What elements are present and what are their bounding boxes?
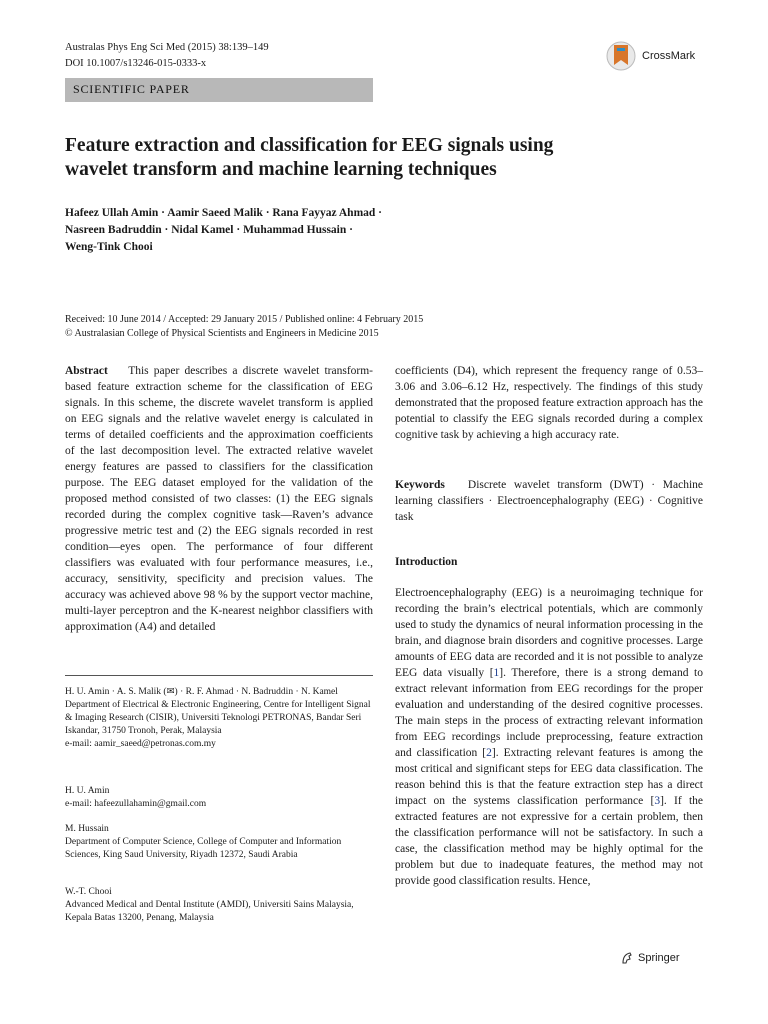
affiliation-address: Department of Computer Science, College of Computer and Information Sciences, King Saud University, Riyadh 12372, Saudi Arabia — [65, 837, 342, 860]
authors-line-3: Weng-Tink Chooi — [65, 241, 153, 253]
affiliation-names: W.-T. Chooi — [65, 887, 112, 897]
abstract-heading: Abstract — [65, 365, 108, 377]
intro-text-4: ]. If the extracted features are not expressive for a certain problem, then the classification performance will not be satisfactory. In such a case, the classification method may be highly optimal for the problem but due to inadequate features, the method may not provide good classification results. Hence, — [395, 795, 703, 887]
introduction-body — [395, 585, 703, 889]
title-line-1: Feature extraction and classification for EEG signals using — [65, 135, 554, 156]
affiliation-names: M. Hussain — [65, 824, 109, 834]
paper-title — [65, 134, 705, 182]
copyright-line: © Australasian College of Physical Scientists and Engineers in Medicine 2015 — [65, 328, 379, 339]
citation-link-1[interactable]: 1 — [493, 667, 500, 679]
crossmark-label: CrossMark — [642, 50, 696, 62]
keywords-heading: Keywords — [395, 479, 445, 491]
journal-header — [65, 40, 269, 72]
author-list — [65, 205, 485, 256]
journal-citation: Australas Phys Eng Sci Med (2015) 38:139–149 — [65, 42, 269, 53]
crossmark-icon — [606, 39, 636, 73]
intro-text-3: ]. Extracting relevant features is among the most critical and significant steps for EEG data classification. The reason behind this is that the feature extraction step has a direct impact on the systems classification performance [ — [395, 747, 704, 807]
doi[interactable]: DOI 10.1007/s13246-015-0333-x — [65, 58, 207, 69]
affiliation-2 — [65, 785, 373, 811]
section-label: SCIENTIFIC PAPER — [73, 82, 190, 96]
affiliation-email[interactable]: e-mail: hafeezullahamin@gmail.com — [65, 799, 207, 809]
introduction-heading: Introduction — [395, 556, 458, 568]
publisher-name: Springer — [638, 952, 680, 964]
abstract-text-left: This paper describes a discrete wavelet transform-based feature extraction scheme for the classification of EEG signals. In this scheme, the discrete wavelet transform is applied on EEG signals and the relative wavelet energy is calculated in terms of detailed coefficients and the approximation coefficients of the last decomposition level. The extracted relative wavelet energy features are passed to classifiers for the classification purpose. The EEG dataset employed for the validation of the proposed method consisted of two classes: (1) the EEG signals recorded during the complex cognitive task—Raven’s advance progressive metric test and (2) the EEG signals recorded in rest condition—eyes open. The performance of four different classifiers was evaluated with four performance measures, i.e., accuracy, sensitivity, specificity and precision values. The accuracy was achieved above 98 % by the support vector machine, multi-layer perceptron and the K-nearest neighbor classifiers with approximation (A4) and detailed — [65, 365, 373, 633]
citation-link-2[interactable]: 2 — [486, 747, 492, 759]
citation-link-3[interactable]: 3 — [654, 795, 661, 807]
publication-dates — [65, 313, 423, 341]
intro-text-2: ]. Therefore, there is a strong demand to extract relevant information from EEG recordings for the proper evaluation and understanding of the desired cognitive processes. The main steps in the process of extracting relevant information from EEG recordings include preprocessing, feature extraction and classification [ — [395, 667, 703, 759]
affiliation-email[interactable]: e-mail: aamir_saeed@petronas.com.my — [65, 739, 216, 749]
keywords-text: Discrete wavelet transform (DWT) · Machine learning classifiers · Electroencephalography (EEG) · Cognitive task — [395, 479, 704, 523]
affiliation-address: Department of Electrical & Electronic Engineering, Centre for Intelligent Signal & Imaging Research (CISIR), Universiti Teknologi PETRONAS, Bandar Seri Iskandar, 31750 Tronoh, Perak, Malaysia — [65, 700, 371, 736]
affiliation-4 — [65, 886, 373, 925]
footnote-rule — [65, 675, 373, 676]
springer-horse-icon — [620, 951, 634, 965]
abstract-left — [65, 363, 373, 635]
affiliation-names: H. U. Amin — [65, 786, 110, 796]
publisher-mark — [620, 951, 680, 965]
affiliation-address: Advanced Medical and Dental Institute (AMDI), Universiti Sains Malaysia, Kepala Batas 13200, Penang, Malaysia — [65, 900, 354, 923]
affiliation-1 — [65, 686, 373, 751]
intro-text-1: Electroencephalography (EEG) is a neuroimaging technique for recording the brain’s electrical potentials, which are commonly used to study the dynamics of neural information processing in the brain, and diagnose brain disorders and cognitive processes. Large amounts of EEG data are recorded and it is not possible to analyze EEG data visually [ — [395, 587, 703, 679]
abstract-right — [395, 363, 703, 443]
authors-line-1: Hafeez Ullah Amin · Aamir Saeed Malik · Rana Fayyaz Ahmad · — [65, 207, 383, 219]
authors-line-2: Nasreen Badruddin · Nidal Kamel · Muhammad Hussain · — [65, 224, 353, 236]
abstract-text-right: coefficients (D4), which represent the frequency range of 0.53–3.06 and 3.06–6.12 Hz, respectively. The findings of this study demonstrated that the proposed feature extraction approach has the potential to classify the EEG signals recorded during a complex cognitive task by achieving a high accuracy rate. — [395, 365, 703, 441]
history-line: Received: 10 June 2014 / Accepted: 29 January 2015 / Published online: 4 February 2015 — [65, 314, 424, 325]
affiliation-names: H. U. Amin · A. S. Malik (✉) · R. F. Ahmad · N. Badruddin · N. Kamel — [65, 687, 338, 697]
crossmark-badge[interactable] — [606, 38, 716, 74]
title-line-2: wavelet transform and machine learning techniques — [65, 159, 497, 180]
affiliation-3 — [65, 823, 373, 862]
keywords — [395, 477, 703, 525]
